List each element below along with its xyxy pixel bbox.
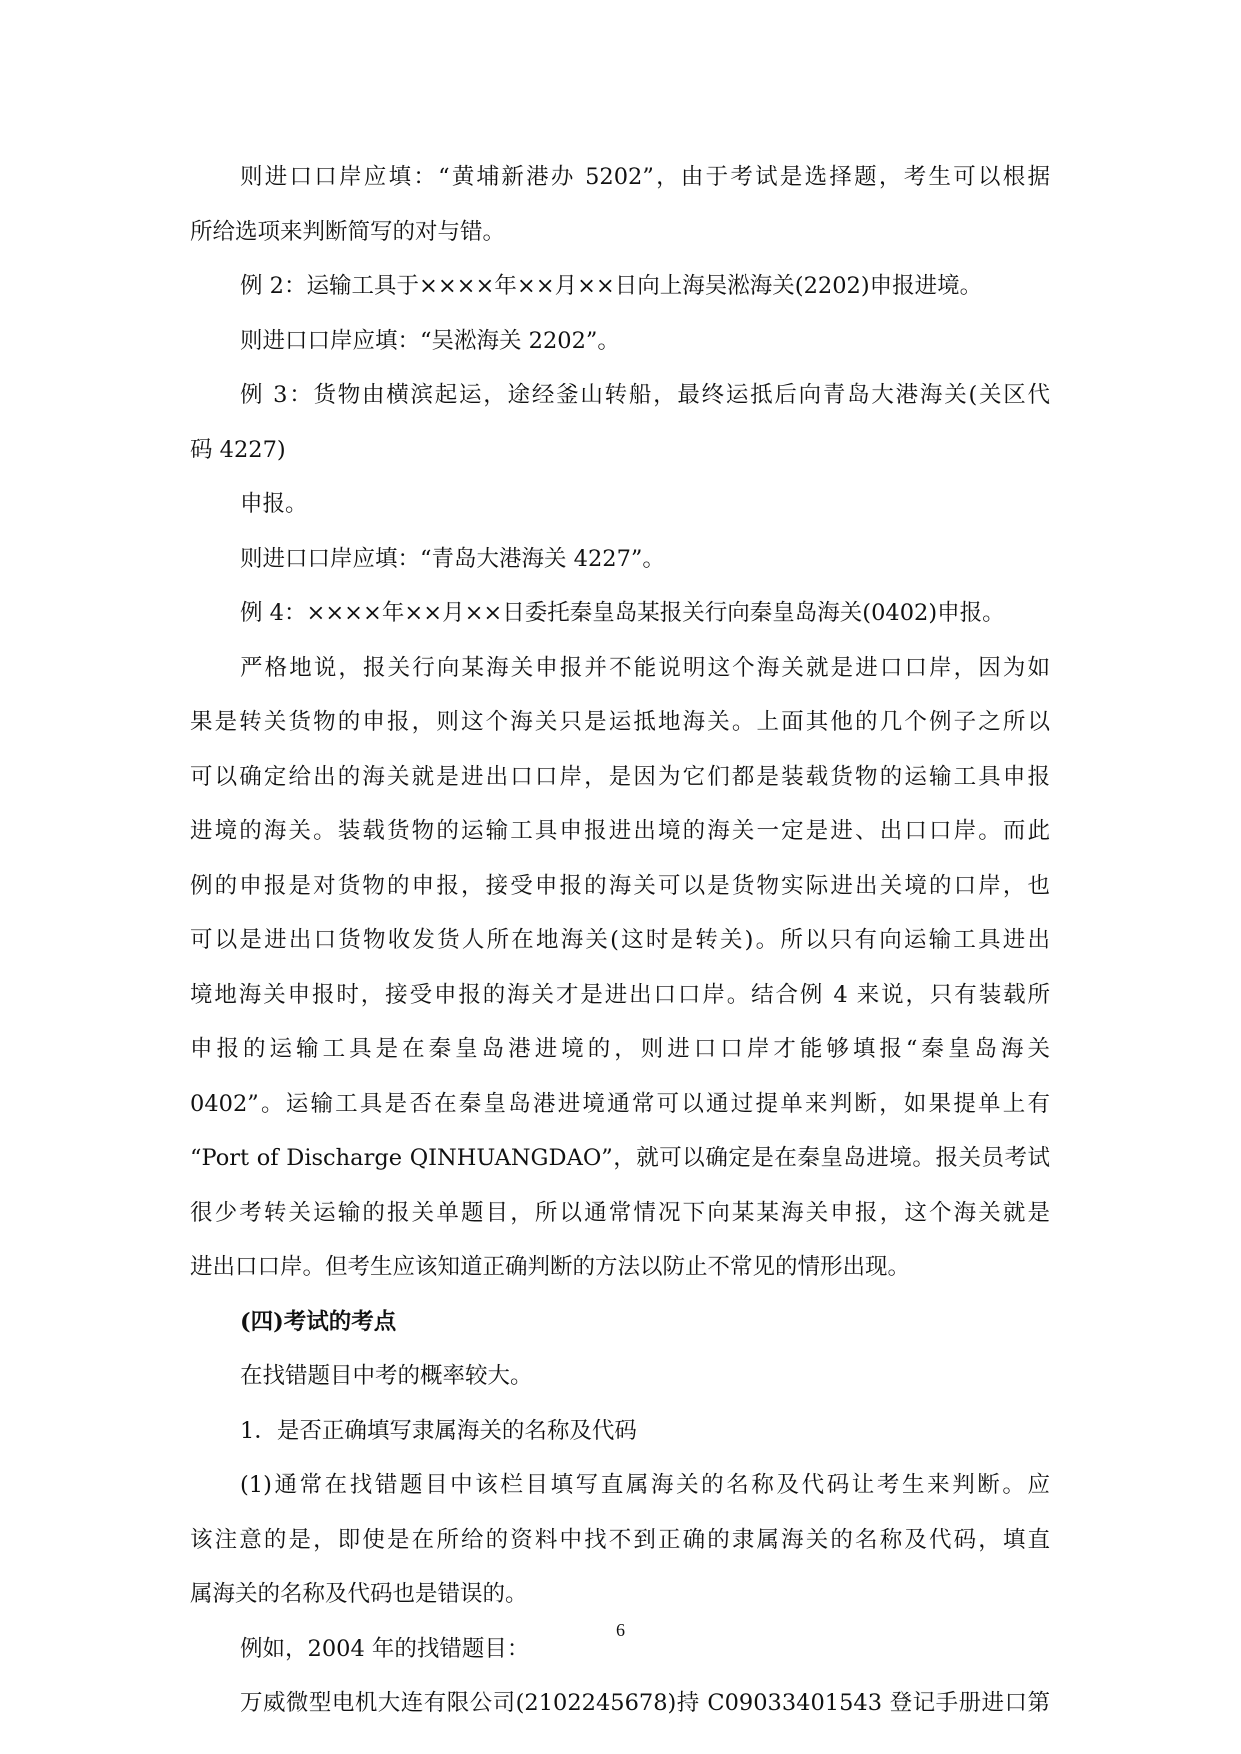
paragraph-line: 申报的运输工具是在秦皇岛港进境的，则进口口岸才能够填报“秦皇岛海关 <box>190 1036 1050 1062</box>
paragraph-line: (1)通常在找错题目中该栏目填写直属海关的名称及代码让考生来判断。应 <box>240 1472 1050 1498</box>
paragraph-line: 例的申报是对货物的申报，接受申报的海关可以是货物实际进出关境的口岸，也 <box>190 872 1050 899</box>
paragraph-line: 该注意的是，即使是在所给的资料中找不到正确的隶属海关的名称及代码，填直 <box>190 1526 1050 1553</box>
paragraph-line: 在找错题目中考的概率较大。 <box>240 1363 533 1389</box>
paragraph-line: 0402”。运输工具是否在秦皇岛港进境通常可以通过提单来判断，如果提单上有 <box>190 1090 1050 1117</box>
page-number: 6 <box>616 1620 625 1640</box>
example-line: 例 4：××××年××月××日委托秦皇岛某报关行向秦皇岛海关(0402)申报。 <box>240 600 1005 626</box>
paragraph-line: 码 4227) <box>190 436 286 463</box>
paragraph-line: 申报。 <box>240 491 308 517</box>
example-line: 例 3：货物由横滨起运，途经釜山转船，最终运抵后向青岛大港海关(关区代 <box>240 382 1050 408</box>
answer-line: 则进口口岸应填：“吴淞海关 2202”。 <box>240 327 620 354</box>
document-page <box>190 155 1050 1736</box>
paragraph-line: “Port of Discharge QINHUANGDAO”，就可以确定是在秦皇岛进境。报关员考试 <box>190 1145 1050 1171</box>
paragraph-line: 果是转关货物的申报，则这个海关只是运抵地海关。上面其他的几个例子之所以 <box>190 709 1050 735</box>
paragraph-line: 严格地说，报关行向某海关申报并不能说明这个海关就是进口口岸，因为如 <box>240 654 1050 681</box>
paragraph-line: 进出口口岸。但考生应该知道正确判断的方法以防止不常见的情形出现。 <box>190 1254 911 1280</box>
answer-line: 则进口口岸应填：“青岛大港海关 4227”。 <box>240 545 665 572</box>
paragraph-line: 所给选项来判断简写的对与错。 <box>190 218 506 245</box>
paragraph-line: 万威微型电机大连有限公司(2102245678)持 C09033401543 登记手册进口第 <box>240 1690 1050 1716</box>
paragraph-line: 进境的海关。装载货物的运输工具申报进出境的海关一定是进、出口口岸。而此 <box>190 818 1050 844</box>
example-line: 例 2：运输工具于××××年××月××日向上海吴淞海关(2202)申报进境。 <box>240 273 983 299</box>
section-heading: (四)考试的考点 <box>240 1308 397 1335</box>
paragraph-line: 可以确定给出的海关就是进出口口岸，是因为它们都是装载货物的运输工具申报 <box>190 763 1050 790</box>
paragraph-line: 则进口口岸应填：“黄埔新港办 5202”，由于考试是选择题，考生可以根据 <box>240 164 1050 190</box>
paragraph-line: 境地海关申报时，接受申报的海关才是进出口口岸。结合例 4 来说，只有装载所 <box>190 981 1050 1008</box>
list-item-heading: 1．是否正确填写隶属海关的名称及代码 <box>240 1417 637 1444</box>
paragraph-line: 可以是进出口货物收发货人所在地海关(这时是转关)。所以只有向运输工具进出 <box>190 927 1050 953</box>
example-line: 例如，2004 年的找错题目： <box>240 1635 530 1662</box>
paragraph-line: 属海关的名称及代码也是错误的。 <box>190 1581 528 1607</box>
paragraph-line: 很少考转关运输的报关单题目，所以通常情况下向某某海关申报，这个海关就是 <box>190 1199 1050 1226</box>
